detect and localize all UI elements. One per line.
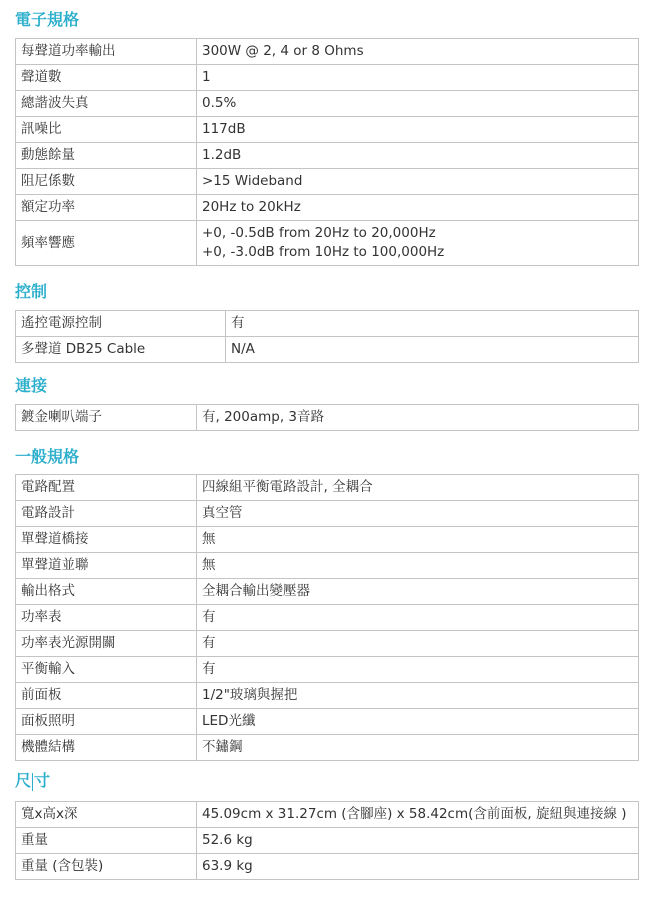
- spec-value: 300W @ 2, 4 or 8 Ohms: [197, 39, 639, 65]
- spec-label: 阻尼係數: [16, 169, 197, 195]
- section-control: [15, 281, 639, 303]
- spec-label: 面板照明: [16, 709, 197, 735]
- section-title-dimensions: [15, 770, 639, 792]
- spec-value: 63.9 kg: [197, 854, 639, 880]
- spec-value: 有, 200amp, 3音路: [197, 405, 639, 431]
- table-row: [16, 405, 639, 431]
- table-row: [16, 39, 639, 65]
- spec-label: 聲道數: [16, 65, 197, 91]
- spec-label: 功率表光源開關: [16, 631, 197, 657]
- section-title-general: 一般規格: [15, 447, 80, 466]
- spec-label: 動態餘量: [16, 143, 197, 169]
- text-cursor: [32, 773, 33, 791]
- spec-label: 訊噪比: [16, 117, 197, 143]
- spec-label: 多聲道 DB25 Cable: [16, 337, 226, 363]
- spec-value: N/A: [226, 337, 639, 363]
- general-spec-table: [15, 474, 639, 761]
- spec-value: 1: [197, 65, 639, 91]
- spec-label: 寬x高x深: [16, 802, 197, 828]
- section-dimensions: [15, 770, 639, 792]
- dimensions-spec-table: [15, 801, 639, 880]
- spec-value: 不鏽鋼: [197, 735, 639, 761]
- section-title-part: 尺: [15, 771, 32, 790]
- table-row: [16, 631, 639, 657]
- spec-label: 鍍金喇叭端子: [16, 405, 197, 431]
- table-row: [16, 735, 639, 761]
- table-row: [16, 195, 639, 221]
- spec-value: 1/2"玻璃與握把: [197, 683, 639, 709]
- spec-label: 功率表: [16, 605, 197, 631]
- table-row: [16, 802, 639, 828]
- section-connection: [15, 375, 639, 397]
- spec-value-line: +0, -3.0dB from 10Hz to 100,000Hz: [202, 244, 445, 260]
- spec-label: 單聲道橋接: [16, 527, 197, 553]
- spec-label: 頻率響應: [16, 221, 197, 266]
- spec-value: 有: [226, 311, 639, 337]
- spec-value: 真空管: [197, 501, 639, 527]
- spec-value: 0.5%: [197, 91, 639, 117]
- spec-label: 總諧波失真: [16, 91, 197, 117]
- table-row: [16, 475, 639, 501]
- electronic-spec-table: [15, 38, 639, 266]
- spec-value: 無: [197, 527, 639, 553]
- spec-label: 每聲道功率輸出: [16, 39, 197, 65]
- spec-value: >15 Wideband: [197, 169, 639, 195]
- spec-value: 20Hz to 20kHz: [197, 195, 639, 221]
- table-row: [16, 117, 639, 143]
- table-row: [16, 605, 639, 631]
- table-row: [16, 143, 639, 169]
- spec-label: 單聲道並聯: [16, 553, 197, 579]
- spec-label: 機體結構: [16, 735, 197, 761]
- spec-value: [197, 221, 639, 266]
- table-row: [16, 221, 639, 266]
- table-row: [16, 709, 639, 735]
- spec-value-line: +0, -0.5dB from 20Hz to 20,000Hz: [202, 225, 436, 241]
- section-title-connection: 連接: [15, 376, 48, 395]
- spec-value: LED光纖: [197, 709, 639, 735]
- table-row: [16, 91, 639, 117]
- table-row: [16, 579, 639, 605]
- table-row: [16, 65, 639, 91]
- section-general: [15, 446, 639, 468]
- section-electronic: [15, 9, 639, 31]
- spec-value: 52.6 kg: [197, 828, 639, 854]
- control-spec-table: [15, 310, 639, 363]
- table-row: [16, 527, 639, 553]
- spec-label: 額定功率: [16, 195, 197, 221]
- spec-label: 重量: [16, 828, 197, 854]
- table-row: [16, 828, 639, 854]
- spec-value: 無: [197, 553, 639, 579]
- spec-label: 輸出格式: [16, 579, 197, 605]
- table-row: [16, 169, 639, 195]
- table-row: [16, 337, 639, 363]
- section-title-electronic: 電子規格: [15, 10, 80, 29]
- spec-value: 117dB: [197, 117, 639, 143]
- spec-value: 有: [197, 631, 639, 657]
- table-row: [16, 553, 639, 579]
- section-title-control: 控制: [15, 282, 48, 301]
- spec-label: 遙控電源控制: [16, 311, 226, 337]
- table-row: [16, 501, 639, 527]
- table-row: [16, 311, 639, 337]
- spec-value: 全耦合輸出變壓器: [197, 579, 639, 605]
- table-row: [16, 854, 639, 880]
- spec-value: 有: [197, 657, 639, 683]
- spec-label: 重量 (含包裝): [16, 854, 197, 880]
- connection-spec-table: [15, 404, 639, 431]
- spec-value: 四線組平衡電路設計, 全耦合: [197, 475, 639, 501]
- section-title-part: 寸: [34, 771, 51, 790]
- spec-label: 電路配置: [16, 475, 197, 501]
- spec-value: 1.2dB: [197, 143, 639, 169]
- spec-value: 45.09cm x 31.27cm (含腳座) x 58.42cm(含前面板, 旋紐與連接線 ): [197, 802, 639, 828]
- spec-label: 平衡輸入: [16, 657, 197, 683]
- table-row: [16, 683, 639, 709]
- spec-value: 有: [197, 605, 639, 631]
- table-row: [16, 657, 639, 683]
- spec-label: 前面板: [16, 683, 197, 709]
- spec-label: 電路設計: [16, 501, 197, 527]
